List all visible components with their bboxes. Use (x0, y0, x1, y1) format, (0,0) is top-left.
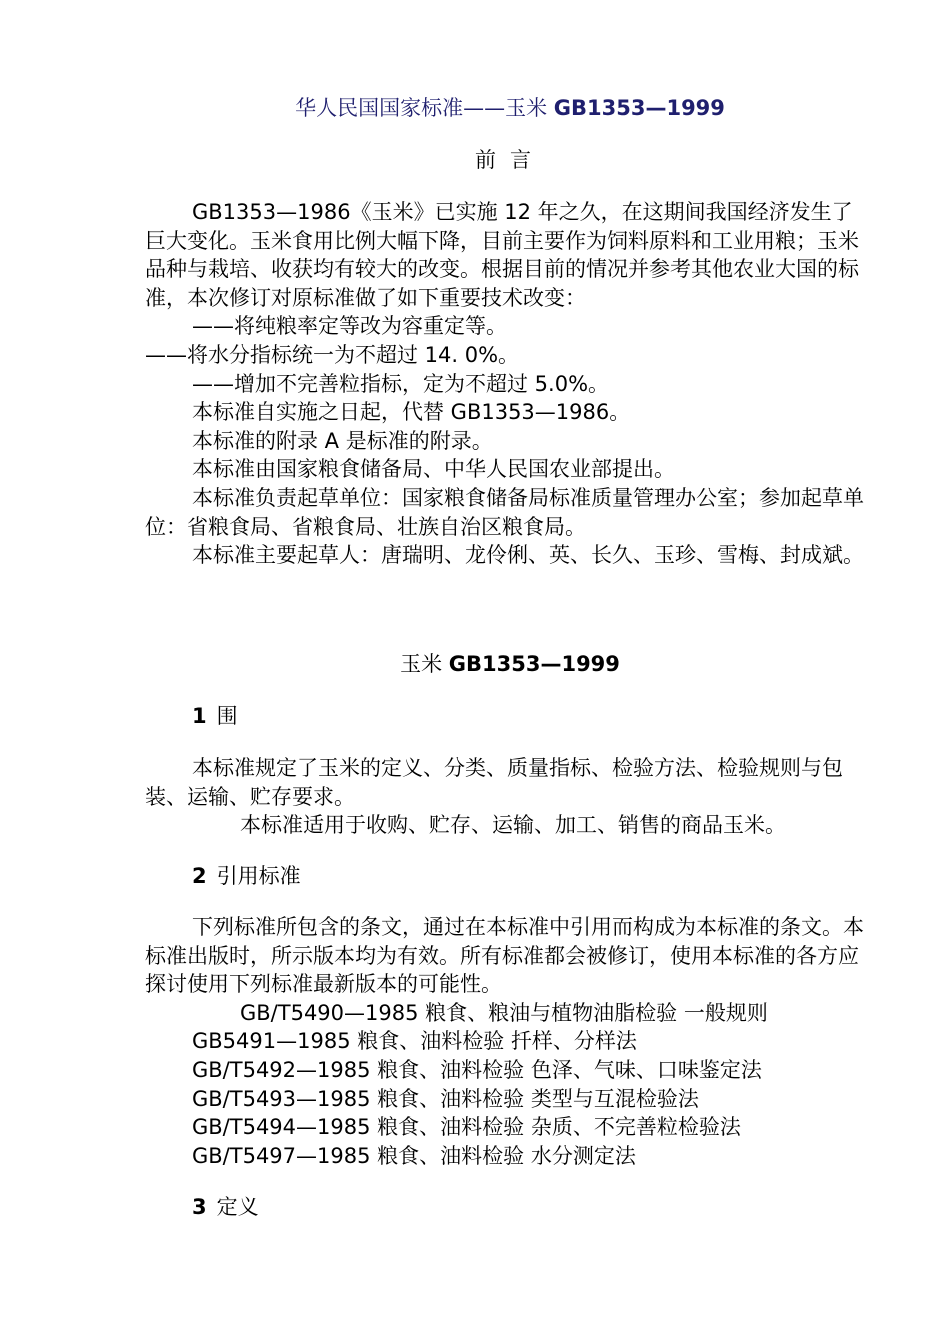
reference-item: GB5491—1985 粮食、油料检验 扦样、分样法 (192, 1029, 637, 1054)
section-number: 2 (192, 864, 207, 888)
reference-item: GB/T5494—1985 粮食、油料检验 杂质、不完善粒检验法 (192, 1115, 741, 1140)
preface-line: 本标准自实施之日起，代替 GB1353—1986。 (192, 400, 631, 425)
preface-line: 本标准的附录 A 是标准的附录。 (192, 428, 493, 453)
section-paragraph: 本标准适用于收购、贮存、运输、加工、销售的商品玉米。 (240, 813, 786, 838)
document-title-text: 华人民国国家标准——玉米 (295, 96, 554, 120)
preface-line: 本标准负责起草单位：国家粮食储备局标准质量管理办公室；参加起草单位：省粮食局、省粮食局、壮族自治区粮食局。 (145, 485, 864, 539)
preface-heading: 前言 (475, 148, 545, 172)
preface-body (145, 198, 865, 570)
section-3-heading (192, 1193, 259, 1221)
document-title-code: GB1353—1999 (553, 96, 725, 120)
preface-line: 本标准由国家粮食储备局、中华人民国农业部提出。 (192, 457, 675, 482)
document-title (0, 94, 950, 122)
standard-subtitle (0, 650, 950, 678)
preface-item: ——将纯粮率定等改为容重定等。 (192, 314, 507, 339)
section-2-body (145, 913, 865, 1170)
section-1-heading (192, 702, 238, 730)
reference-item: GB/T5493—1985 粮食、油料检验 类型与互混检验法 (192, 1086, 699, 1111)
preface-line: 本标准主要起草人：唐瑞明、龙伶俐、英、长久、玉珍、雪梅、封成斌。 (192, 543, 864, 568)
reference-item: GB/T5492—1985 粮食、油料检验 色泽、气味、口味鉴定法 (192, 1057, 762, 1082)
section-paragraph: 下列标准所包含的条文，通过在本标准中引用而构成为本标准的条文。本标准出版时，所示版本均为有效。所有标准都会被修订，使用本标准的各方应探讨使用下列标准最新版本的可能性。 (145, 915, 864, 997)
section-1-body (145, 754, 865, 840)
section-number: 1 (192, 704, 207, 728)
section-2-heading (192, 862, 301, 890)
section-paragraph: 本标准规定了玉米的定义、分类、质量指标、检验方法、检验规则与包装、运输、贮存要求。 (145, 756, 843, 809)
preface-paragraph: GB1353—1986《玉米》已实施 12 年之久，在这期间我国经济发生了巨大变化。玉米食用比例大幅下降，目前主要作为饲料原料和工业用粮；玉米品种与栽培、收获均有较大的改变。根据目前的情况并参考其他农业大国的标准，本次修订对原标准做了如下重要技术改变： (145, 200, 859, 310)
section-title: 定义 (216, 1195, 259, 1219)
reference-item: GB/T5497—1985 粮食、油料检验 水分测定法 (192, 1143, 636, 1168)
section-number: 3 (192, 1195, 207, 1219)
standard-subtitle-text: 玉米 (400, 652, 449, 676)
section-title: 引用标准 (216, 864, 301, 888)
section-title: 围 (216, 704, 238, 728)
preface-item: ——增加不完善粒指标，定为不超过 5.0%。 (192, 371, 610, 396)
preface-item: ——将水分指标统一为不超过 14. 0%。 (145, 342, 520, 367)
standard-subtitle-code: GB1353—1999 (448, 652, 620, 676)
reference-item: GB/T5490—1985 粮食、粮油与植物油脂检验 一般规则 (240, 1000, 768, 1025)
